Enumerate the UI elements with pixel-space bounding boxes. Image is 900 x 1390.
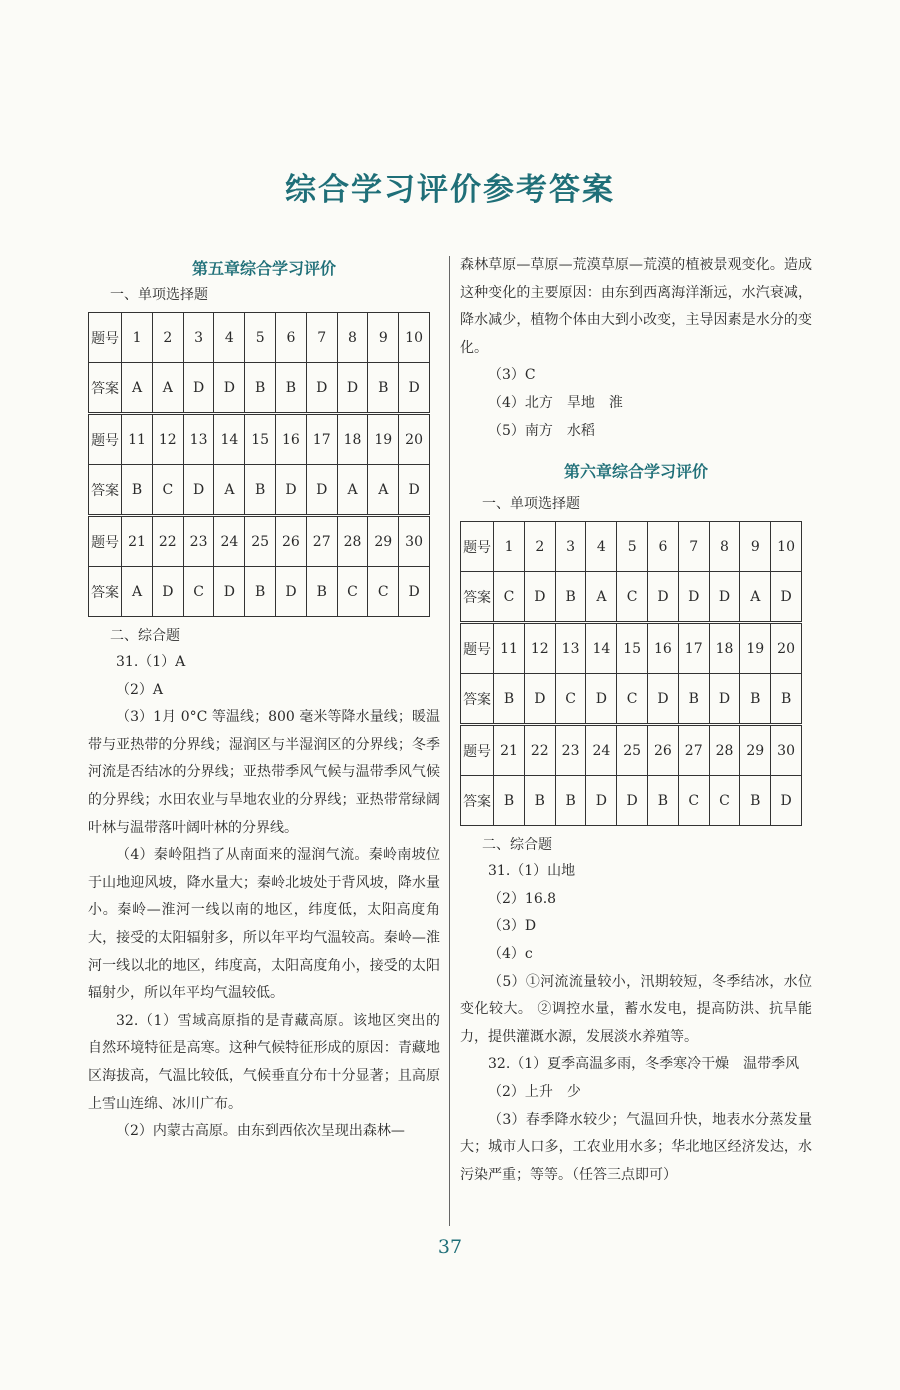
table-cell: 24 — [586, 725, 617, 776]
table-cell: 8 — [337, 313, 368, 363]
answer-line: （3）春季降水较少；气温回升快，地表水分蒸发量大；城市人口多，工农业用水多；华北地区经济发达，水污染严重；等等。（任答三点即可） — [460, 1111, 812, 1183]
table-cell: D — [648, 674, 679, 725]
table-cell: 1 — [122, 313, 153, 363]
table-cell: C — [678, 776, 709, 826]
table-cell: 29 — [740, 725, 771, 776]
table-cell: D — [617, 776, 648, 826]
page-number: 37 — [437, 1236, 463, 1258]
table-cell: D — [276, 567, 307, 617]
table-cell: 10 — [771, 522, 802, 572]
table-cell: B — [122, 465, 153, 516]
table-cell: 13 — [183, 414, 214, 465]
page-title: 综合学习评价参考答案 — [285, 172, 615, 208]
right-column — [460, 252, 812, 1189]
chapter-5-section-choice: 一、单项选择题 — [110, 287, 208, 303]
table-cell: C — [152, 465, 183, 516]
table-cell: 23 — [555, 725, 586, 776]
table-cell: B — [771, 674, 802, 725]
table-cell: A — [740, 572, 771, 623]
table-cell: 29 — [368, 516, 399, 567]
table-row — [89, 414, 430, 465]
table-row — [89, 465, 430, 516]
table-cell: 答案 — [461, 674, 494, 725]
table-cell: 30 — [771, 725, 802, 776]
table-cell: 9 — [740, 522, 771, 572]
table-cell: B — [494, 776, 525, 826]
table-cell: D — [678, 572, 709, 623]
table-cell: D — [276, 465, 307, 516]
table-cell: 6 — [276, 313, 307, 363]
table-cell: 5 — [245, 313, 276, 363]
table-cell: 14 — [214, 414, 245, 465]
table-cell: 21 — [494, 725, 525, 776]
table-cell: B — [245, 465, 276, 516]
table-cell: B — [678, 674, 709, 725]
table-cell: 24 — [214, 516, 245, 567]
table-row — [89, 516, 430, 567]
column-divider — [449, 256, 450, 1226]
table-cell: 13 — [555, 623, 586, 674]
table-cell: 12 — [152, 414, 183, 465]
table-cell: D — [306, 465, 337, 516]
table-cell: A — [122, 363, 153, 414]
table-cell: C — [555, 674, 586, 725]
table-row — [461, 623, 802, 674]
table-cell: 15 — [617, 623, 648, 674]
table-cell: C — [183, 567, 214, 617]
table-cell: D — [709, 572, 740, 623]
table-cell: A — [152, 363, 183, 414]
table-cell: 15 — [245, 414, 276, 465]
table-cell: 题号 — [89, 516, 122, 567]
table-cell: 1 — [494, 522, 525, 572]
table-row — [89, 363, 430, 414]
answer-line: （4）北方 旱地 淮 — [488, 394, 623, 411]
table-cell: D — [771, 776, 802, 826]
answer-line: 31.（1）A — [116, 654, 186, 670]
chapter-6-section-choice: 一、单项选择题 — [482, 496, 580, 513]
chapter-5-answers — [88, 649, 440, 1146]
table-cell: D — [214, 363, 245, 414]
chapter-6-answers — [460, 858, 812, 1189]
table-cell: D — [183, 363, 214, 414]
table-cell: 4 — [214, 313, 245, 363]
table-cell: 16 — [648, 623, 679, 674]
table-cell: 答案 — [89, 363, 122, 414]
table-cell: 答案 — [461, 776, 494, 826]
table-cell: 3 — [183, 313, 214, 363]
table-cell: D — [648, 572, 679, 623]
table-cell: 3 — [555, 522, 586, 572]
table-cell: D — [586, 674, 617, 725]
table-cell: C — [617, 674, 648, 725]
table-cell: 答案 — [461, 572, 494, 623]
chapter-6-section-comprehensive: 二、综合题 — [482, 837, 552, 854]
table-cell: B — [306, 567, 337, 617]
table-cell: 4 — [586, 522, 617, 572]
table-cell: B — [368, 363, 399, 414]
answer-line: （5）南方 水稻 — [488, 422, 595, 439]
table-row — [461, 725, 802, 776]
table-cell: 答案 — [89, 567, 122, 617]
table-cell: C — [368, 567, 399, 617]
table-cell: 22 — [152, 516, 183, 567]
answer-line: （5）①河流流量较小，汛期较短，冬季结冰，水位变化较大。 ②调控水量，蓄水发电，提高防洪、抗旱能力，提供灌溉水源，发展淡水养殖等。 — [460, 973, 812, 1045]
table-cell: 20 — [399, 414, 430, 465]
table-cell: B — [555, 776, 586, 826]
table-cell: C — [494, 572, 525, 623]
chapter-5-heading: 第五章综合学习评价 — [191, 259, 336, 278]
answer-line: （2）A — [116, 681, 164, 698]
table-cell: 18 — [337, 414, 368, 465]
answer-line: 森林草原—草原—荒漠草原—荒漠的植被景观变化。造成这种变化的主要原因：由东到西离海洋渐远，水汽衰减，降水减少，植物个体由大到小改变，主导因素是水分的变化。 — [460, 257, 812, 356]
table-cell: D — [337, 363, 368, 414]
table-cell: 14 — [586, 623, 617, 674]
table-row — [89, 313, 430, 363]
table-cell: 10 — [399, 313, 430, 363]
chapter-5-answer-table — [88, 312, 430, 617]
table-cell: B — [740, 776, 771, 826]
chapter-6-answer-table — [460, 521, 802, 826]
table-cell: D — [586, 776, 617, 826]
left-column — [88, 256, 440, 1146]
table-cell: 22 — [524, 725, 555, 776]
table-cell: C — [617, 572, 648, 623]
table-cell: 18 — [709, 623, 740, 674]
answer-line: 31.（1）山地 — [488, 863, 576, 880]
table-cell: A — [122, 567, 153, 617]
table-cell: 11 — [122, 414, 153, 465]
table-cell: 27 — [678, 725, 709, 776]
table-cell: 30 — [399, 516, 430, 567]
answer-line: 32.（1）雪域高原指的是青藏高原。该地区突出的自然环境特征是高寒。这种气候特征形成的原因：青藏地区海拔高，气温比较低，气候垂直分布十分显著；且高原上雪山连绵、冰川广布。 — [88, 1012, 440, 1112]
table-cell: 19 — [368, 414, 399, 465]
answer-line: （3）D — [488, 918, 537, 935]
answer-line: （3）C — [488, 367, 536, 384]
table-cell: D — [524, 674, 555, 725]
table-cell: 5 — [617, 522, 648, 572]
table-cell: D — [399, 567, 430, 617]
answer-line: （4）c — [488, 945, 533, 962]
table-cell: D — [524, 572, 555, 623]
table-cell: 题号 — [461, 623, 494, 674]
table-cell: 26 — [276, 516, 307, 567]
chapter-5-section-comprehensive: 二、综合题 — [110, 628, 180, 644]
table-cell: 23 — [183, 516, 214, 567]
table-cell: A — [368, 465, 399, 516]
answer-line: （4）秦岭阻挡了从南面来的湿润气流。秦岭南坡位于山地迎风坡，降水量大；秦岭北坡处于背风坡，降水量小。秦岭—淮河一线以南的地区，纬度低，太阳高度角大，接受的太阳辐射多，所以年平均气温较高。秦岭—淮河一线以北的地区，纬度高，太阳高度角小，接受的太阳辐射少，所以年平均气温较低。 — [88, 847, 440, 1002]
chapter-6-heading: 第六章综合学习评价 — [563, 462, 708, 482]
answer-line: （3）1月 0°C 等温线；800 毫米等降水量线；暖温带与亚热带的分界线；湿润区与半湿润区的分界线；冬季河流是否结冰的分界线；亚热带季风气候与温带季风气候的分界线；水田农业与旱地农业的分界线；亚热带常绿阔叶林与温带落叶阔叶林的分界线。 — [88, 709, 440, 836]
table-cell: 19 — [740, 623, 771, 674]
table-row — [461, 776, 802, 826]
table-cell: D — [709, 674, 740, 725]
table-cell: D — [306, 363, 337, 414]
table-cell: B — [494, 674, 525, 725]
table-cell: 6 — [648, 522, 679, 572]
table-cell: 17 — [678, 623, 709, 674]
table-cell: 答案 — [89, 465, 122, 516]
table-row — [461, 572, 802, 623]
table-cell: 28 — [709, 725, 740, 776]
answer-line: （2）16.8 — [488, 890, 557, 907]
table-cell: D — [152, 567, 183, 617]
table-cell: 17 — [306, 414, 337, 465]
table-cell: B — [245, 567, 276, 617]
table-cell: D — [399, 465, 430, 516]
table-cell: 题号 — [89, 313, 122, 363]
table-cell: B — [276, 363, 307, 414]
table-cell: D — [771, 572, 802, 623]
table-cell: D — [183, 465, 214, 516]
table-cell: 26 — [648, 725, 679, 776]
table-cell: 16 — [276, 414, 307, 465]
table-cell: 8 — [709, 522, 740, 572]
table-cell: B — [245, 363, 276, 414]
table-cell: 28 — [337, 516, 368, 567]
table-cell: 题号 — [461, 725, 494, 776]
table-cell: B — [524, 776, 555, 826]
table-row — [461, 522, 802, 572]
table-cell: 25 — [245, 516, 276, 567]
table-cell: 9 — [368, 313, 399, 363]
table-cell: A — [586, 572, 617, 623]
table-cell: 20 — [771, 623, 802, 674]
table-row — [461, 674, 802, 725]
table-cell: 7 — [306, 313, 337, 363]
table-cell: 11 — [494, 623, 525, 674]
table-cell: 2 — [152, 313, 183, 363]
table-cell: D — [399, 363, 430, 414]
table-cell: B — [740, 674, 771, 725]
answer-line: （2）上升 少 — [488, 1083, 581, 1100]
table-cell: C — [709, 776, 740, 826]
table-cell: 题号 — [89, 414, 122, 465]
table-cell: 27 — [306, 516, 337, 567]
table-cell: 12 — [524, 623, 555, 674]
table-cell: C — [337, 567, 368, 617]
table-cell: A — [214, 465, 245, 516]
table-row — [89, 567, 430, 617]
table-cell: 21 — [122, 516, 153, 567]
table-cell: B — [648, 776, 679, 826]
table-cell: 2 — [524, 522, 555, 572]
table-cell: 7 — [678, 522, 709, 572]
table-cell: B — [555, 572, 586, 623]
answer-line: 32.（1）夏季高温多雨，冬季寒冷干燥 温带季风 — [488, 1056, 800, 1073]
table-cell: 25 — [617, 725, 648, 776]
table-cell: 题号 — [461, 522, 494, 572]
continued-answers — [460, 252, 812, 445]
table-cell: D — [214, 567, 245, 617]
answer-line: （2）内蒙古高原。由东到西依次呈现出森林— — [116, 1123, 405, 1140]
table-cell: A — [337, 465, 368, 516]
